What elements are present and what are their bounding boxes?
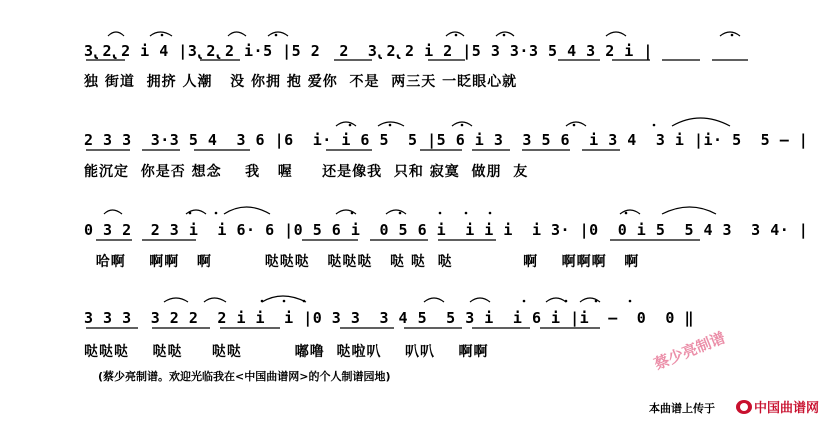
logo-icon (736, 400, 752, 414)
tie-mark (566, 122, 586, 126)
notation-line-3: 0 3 2 2 3 i i 6· 6 |0 5 6 i 0 5 6 i i i i i 3· |0 0 i 5 5 4 3 3 4· | (84, 221, 809, 239)
notation-line-2: 2 3 3 3·3 5 4 3 6 |6 i· i 6 5 5 |5 6 i 3 3 5 6 i 3 4 3 i |i· 5 5 – | (84, 131, 809, 149)
watermark-text: 蔡少亮制谱 (651, 328, 728, 374)
site-logo (736, 397, 819, 416)
tie-mark (672, 118, 730, 126)
logo-text: 中国曲谱网 (754, 401, 820, 416)
tie-mark (606, 32, 626, 36)
upload-label: 本曲谱上传于 (649, 402, 715, 415)
copyright-note: (蔡少亮制谱。欢迎光临我在<中国曲谱网>的个人制谱园地) (98, 370, 391, 383)
tie-mark (720, 32, 740, 36)
tie-mark (228, 32, 246, 36)
tie-mark (336, 122, 356, 126)
tie-mark (470, 298, 490, 302)
tie-mark (108, 32, 124, 36)
tie-mark (386, 210, 406, 214)
tie-mark (164, 298, 188, 302)
notation-line-4: 3 3 3 3 2 2 2 i i i |0 3 3 3 4 5 5 3 i i 6 i |i – 0 0 ‖ (84, 309, 694, 327)
tie-mark (204, 298, 226, 302)
tie-mark (268, 32, 288, 36)
tie-mark (546, 298, 566, 302)
lyrics-line-3: 哈啊 啊啊 啊 哒哒哒 哒哒哒 哒 哒 哒 啊 啊啊啊 啊 (84, 254, 640, 270)
tie-mark (104, 210, 122, 214)
tie-mark (620, 210, 640, 214)
tie-mark (224, 207, 270, 214)
lyrics-line-4: 哒哒哒 哒哒 哒哒 嘟噜 哒啦叭 叭叭 啊啊 (84, 344, 489, 360)
lyrics-line-2: 能沉定 你是否 想念 我 喔 还是像我 只和 寂寞 做朋 友 (84, 164, 529, 180)
tie-mark (662, 207, 716, 214)
lyrics-line-1: 独 街道 拥挤 人潮 没 你拥 抱 爱你 不是 两三天 一眨眼心就 (84, 74, 518, 90)
notation-line-1: 3̢2̢2 i 4 |3̢2̢2 i·5 |5 2 2 3̢2̢2 i 2 |5 3 3·3 5 4 3 2 i | (84, 42, 653, 60)
tie-mark (424, 298, 444, 302)
